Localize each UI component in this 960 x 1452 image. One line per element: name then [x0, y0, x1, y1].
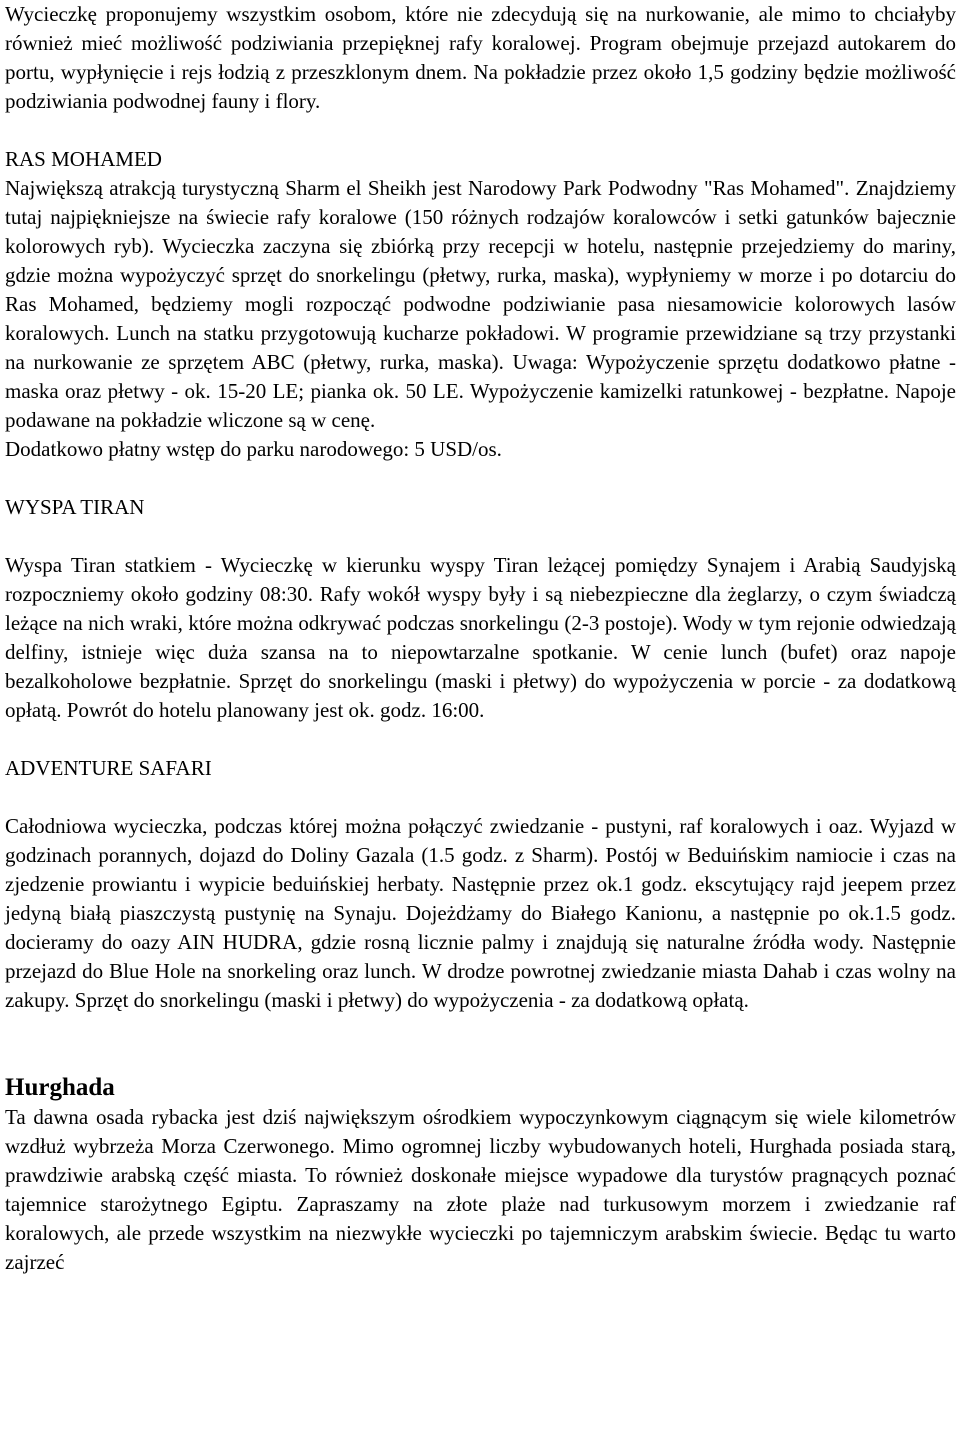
adventure-safari-paragraph: Całodniowa wycieczka, podczas której można połączyć zwiedzanie - pustyni, raf koralowych i oaz. Wyjazd w godzinach porannych, dojazd do Doliny Gazala (1.5 godz. z Sharm). Postój w Beduińskim namiocie i czas na zjedzenie prowiantu i wypicie beduińskiej herbaty. Następnie przez ok.1 godz. ekscytujący rajd jeepem przez jedyną białą piaszczystą pustynię na Synaju. Dojeżdżamy do Białego Kanionu, a następnie po ok.1.5 godz. docieramy do oazy AIN HUDRA, gdzie rosną licznie palmy i znajdują się naturalne źródła wody. Następnie przejazd do Blue Hole na snorkeling oraz lunch. W drodze powrotnej zwiedzanie miasta Dahab i czas wolny na zakupy. Sprzęt do snorkelingu (maski i płetwy) do wypożyczenia - za dodatkową opłatą.	[5, 814, 956, 1012]
region-heading-hurghada: Hurghada	[5, 1074, 115, 1101]
spacer	[5, 725, 956, 754]
spacer	[5, 1015, 956, 1073]
section-heading-tiran: WYSPA TIRAN	[5, 495, 145, 519]
hurghada-paragraph: Ta dawna osada rybacka jest dziś największym ośrodkiem wypoczynkowym ciągnącym się wiele kilometrów wzdłuż wybrzeża Morza Czerwonego. Mimo ogromnej liczby wybudowanych hoteli, Hurghada posiada starą, prawdziwie arabską część miasta. To również doskonałe miejsce wypadowe dla turystów pragnących poznać tajemnice starożytnego Egiptu. Zapraszamy na złote plaże nad turkusowym morzem i zwiedzanie raf koralowych, ale przede wszystkim na niezwykłe wycieczki po tajemniczym arabskim świecie. Będąc tu warto zajrzeć	[5, 1105, 956, 1274]
section-hurghada	[5, 1073, 956, 1277]
section-ras-mohamed	[5, 145, 956, 464]
intro-paragraph: Wycieczkę proponujemy wszystkim osobom, które nie zdecydują się na nurkowanie, ale mimo to chciałyby również mieć możliwość podziwiania przepięknej rafy koralowej. Program obejmuje przejazd autokarem do portu, wypłynięcie i rejs łodzią z przeszklonym dnem. Na pokładzie przez około 1,5 godziny będzie możliwość podziwiania podwodnej fauny i flory.	[5, 2, 956, 113]
tiran-paragraph: Wyspa Tiran statkiem - Wycieczkę w kierunku wyspy Tiran leżącej pomiędzy Synajem i Arabią Saudyjską rozpoczniemy około godziny 08:30. Rafy wokół wyspy były i są niebezpieczne dla żeglarzy, o czym świadczą leżące na nich wraki, które można odkrywać podczas snorkelingu (2-3 postoje). Wody w tym rejonie odwiedzają delfiny, istnieje więc duża szansa na to niepowtarzalne spotkanie. W cenie lunch (bufet) oraz napoje bezalkoholowe bezpłatnie. Sprzęt do snorkelingu (maski i płetwy) do wypożyczenia w porcie - za dodatkową opłatą. Powrót do hotelu planowany jest ok. godz. 16:00.	[5, 553, 956, 722]
spacer	[5, 116, 956, 145]
section-tiran	[5, 493, 956, 725]
section-adventure-safari	[5, 754, 956, 1015]
section-heading-adventure-safari: ADVENTURE SAFARI	[5, 756, 212, 780]
spacer	[5, 522, 956, 551]
section-heading-ras-mohamed: RAS MOHAMED	[5, 147, 162, 171]
document-page	[5, 0, 956, 1277]
ras-mohamed-fee-note: Dodatkowo płatny wstęp do parku narodowego: 5 USD/os.	[5, 437, 502, 461]
spacer	[5, 464, 956, 493]
spacer	[5, 783, 956, 812]
ras-mohamed-paragraph: Największą atrakcją turystyczną Sharm el Sheikh jest Narodowy Park Podwodny "Ras Mohamed". Znajdziemy tutaj najpiękniejsze na świecie rafy koralowe (150 różnych rodzajów koralowców i setki gatunków bajecznie kolorowych ryb). Wycieczka zaczyna się zbiórką przy recepcji w hotelu, następnie przejedziemy do mariny, gdzie można wypożyczyć sprzęt do snorkelingu (płetwy, rurka, maska), wypłyniemy w morze i po dotarciu do Ras Mohamed, będziemy mogli rozpocząć podwodne podziwianie pasa niesamowicie kolorowych lasów koralowych. Lunch na statku przygotowują kucharze pokładowi. W programie przewidziane są trzy przystanki na nurkowanie ze sprzętem ABC (płetwy, rurka, maska). Uwaga: Wypożyczenie sprzętu dodatkowo płatne - maska oraz płetwy - ok. 15-20 LE; pianka ok. 50 LE. Wypożyczenie kamizelki ratunkowej - bezpłatne. Napoje podawane na pokładzie wliczone są w cenę.	[5, 176, 956, 432]
